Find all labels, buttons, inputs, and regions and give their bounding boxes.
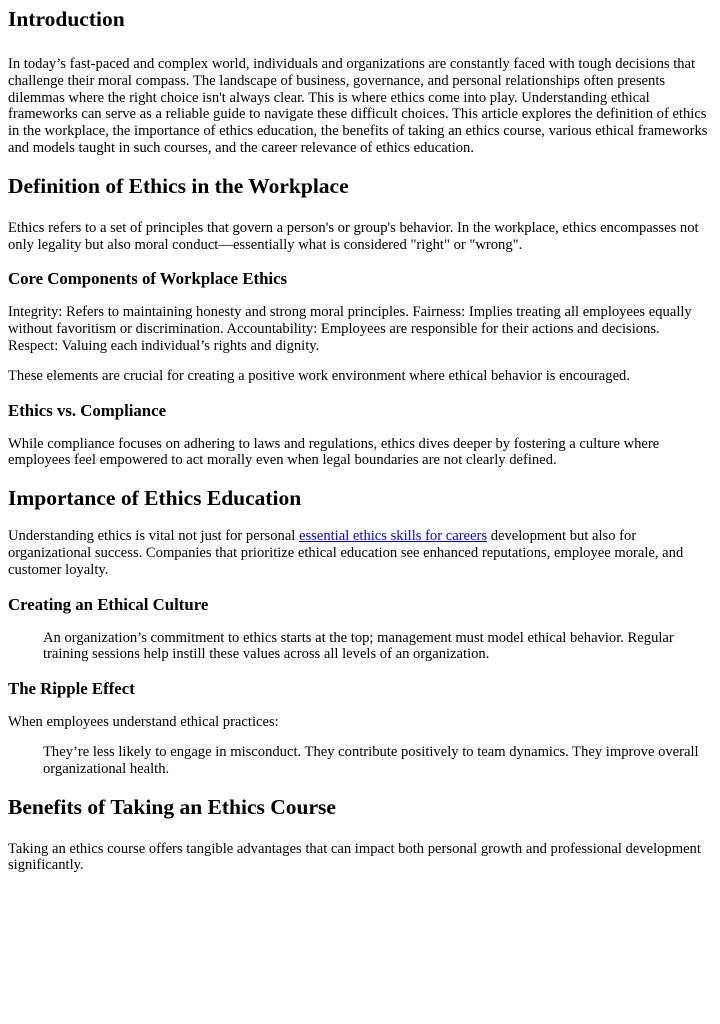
- definition-paragraph: Ethics refers to a set of principles that govern a person's or group's behavior. In the workplace, ethics encompasses not only legality but also moral conduct—essentially what is considered "right" or "wrong".: [8, 219, 699, 253]
- heading-definition: Definition of Ethics in the Workplace: [8, 173, 349, 198]
- core-components-paragraph: Integrity: Refers to maintaining honesty and strong moral principles. Fairness: Implies treating all employees equally without favoritism or discrimination. Accountability: Employees are responsible for their actions and decisions. Respect: Valuing each individual’s rights and dignity.: [8, 304, 692, 354]
- heading-introduction: Introduction: [8, 7, 125, 31]
- heading-importance: Importance of Ethics Education: [8, 486, 302, 511]
- ripple-quote: They’re less likely to engage in misconduct. They contribute positively to team dynamics. They improve overall organizational health.: [43, 743, 699, 777]
- heading-ethics-vs-compliance: Ethics vs. Compliance: [8, 400, 167, 420]
- importance-paragraph: [8, 528, 712, 578]
- ethical-culture-quote: An organization’s commitment to ethics starts at the top; management must model ethical behavior. Regular training sessions help instill these values across all levels of an organization.: [43, 629, 674, 663]
- article: [0, 7, 720, 874]
- heading-ripple-effect: The Ripple Effect: [8, 679, 135, 699]
- ethics-skills-link[interactable]: essential ethics skills for careers: [299, 528, 488, 545]
- compliance-paragraph: While compliance focuses on adhering to laws and regulations, ethics dives deeper by fostering a culture where employees feel empowered to act morally even when legal boundaries are not clearly defined.: [8, 435, 660, 469]
- intro-paragraph: In today’s fast-paced and complex world, individuals and organizations are constantly faced with tough decisions that challenge their moral compass. The landscape of business, governance, and personal relationships often presents dilemmas where the right choice isn't always clear. This is where ethics come into play. Understanding ethical frameworks can serve as a reliable guide to navigate these difficult choices. This article explores the definition of ethics in the workplace, the importance of ethics education, the benefits of taking an ethics course, various ethical frameworks and models taught in such courses, and the career relevance of ethics education.: [8, 56, 708, 156]
- heading-core-components: Core Components of Workplace Ethics: [8, 269, 288, 289]
- core-components-summary: These elements are crucial for creating a positive work environment where ethical behavior is encouraged.: [8, 367, 630, 384]
- ripple-paragraph: When employees understand ethical practices:: [8, 714, 279, 731]
- importance-text-after: development but also for organizational success. Companies that prioritize ethical education see enhanced reputations, employee morale, and customer loyalty.: [8, 528, 684, 578]
- benefits-paragraph: Taking an ethics course offers tangible advantages that can impact both personal growth and professional development significantly.: [8, 840, 701, 874]
- heading-ethical-culture: Creating an Ethical Culture: [8, 594, 209, 614]
- importance-text-before: Understanding ethics is vital not just for personal: [8, 528, 300, 545]
- heading-benefits: Benefits of Taking an Ethics Course: [8, 794, 336, 819]
